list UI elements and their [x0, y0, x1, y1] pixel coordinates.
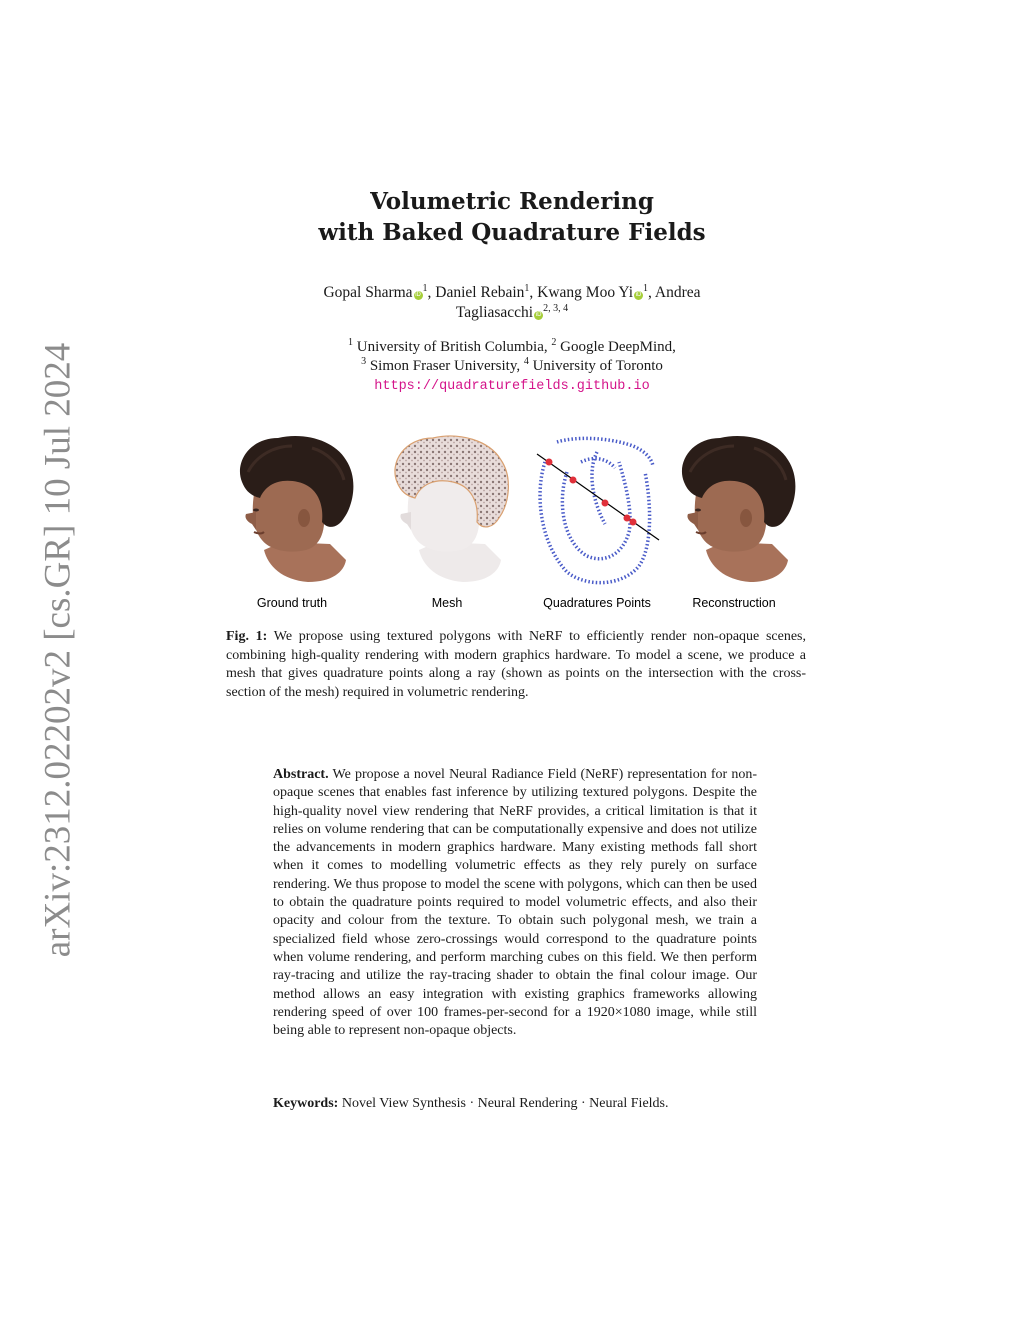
author-list — [0, 283, 1024, 323]
keywords-text: Novel View Synthesis · Neural Rendering · Neural Fields. — [338, 1096, 669, 1111]
affiliation: University of British Columbia, — [353, 339, 552, 355]
author-name: , Andrea — [648, 284, 701, 301]
panel-caption: Reconstruction — [692, 596, 776, 610]
portrait-head-icon — [222, 432, 362, 587]
orcid-icon[interactable]: iD — [635, 292, 642, 298]
author-name: , Daniel Rebain — [427, 284, 525, 301]
teaser-figure — [222, 432, 812, 617]
author-affil-mark: 1 — [643, 283, 649, 294]
title-line-2: with Baked Quadrature Fields — [318, 219, 706, 246]
keywords — [273, 1095, 757, 1113]
mesh-head-icon — [377, 432, 517, 587]
figure-panel-reconstruction — [664, 432, 804, 610]
point-cloud-cross-section-icon — [527, 432, 667, 587]
title-line-1: Volumetric Rendering — [370, 188, 654, 215]
project-url-link[interactable]: https://quadraturefields.github.io — [374, 379, 650, 394]
portrait-head-icon — [664, 432, 804, 587]
panel-caption: Ground truth — [256, 596, 328, 610]
affiliations — [0, 338, 1024, 396]
author-affil-mark: 1 — [524, 283, 530, 294]
author-name: Tagliasacchi — [455, 304, 534, 321]
figure-panel-mesh — [377, 432, 517, 610]
affil-mark: 4 — [523, 356, 529, 367]
figure-panel-quadrature-points — [527, 432, 667, 610]
author-affil-mark: 2, 3, 4 — [543, 303, 569, 314]
orcid-icon[interactable]: iD — [415, 292, 421, 298]
affiliation: Google DeepMind, — [556, 339, 676, 355]
affil-mark: 2 — [551, 337, 557, 348]
paper-title — [0, 186, 1024, 248]
panel-caption: Quadratures Points — [543, 596, 651, 610]
author-name: , Kwang Moo Yi — [529, 284, 634, 301]
abstract — [273, 766, 757, 1040]
arxiv-stamp: arXiv:2312.02202v2 [cs.GR] 10 Jul 2024 — [37, 342, 79, 958]
abstract-label: Abstract. — [273, 767, 329, 782]
affil-mark: 3 — [361, 356, 367, 367]
affiliation: Simon Fraser University, — [366, 358, 524, 374]
author-affil-mark: 1 — [422, 283, 428, 294]
figure-caption-text: We propose using textured polygons with NeRF to efficiently render non-opaque scenes, combining high-quality rendering with modern graphics hardware. To model a scene, we produce a mesh that gives quadrature points along a ray (shown as points on the intersection with the cross-section of the mesh) required in volumetric rendering. — [226, 629, 806, 700]
affil-mark: 1 — [348, 337, 354, 348]
affiliation: University of Toronto — [528, 358, 663, 374]
figure-caption — [226, 628, 806, 702]
orcid-icon[interactable]: iD — [535, 312, 542, 318]
author-name: Gopal Sharma — [323, 284, 413, 301]
figure-label: Fig. 1: — [226, 629, 268, 644]
panel-caption: Mesh — [431, 596, 463, 610]
abstract-text: We propose a novel Neural Radiance Field (NeRF) representation for non-opaque scenes that enables fast inference by utilizing textured polygons. Despite the high-quality novel view rendering that NeRF provides, a critical limitation is that it relies on volume rendering that can be computationally expensive and does not utilize the advancements in modern graphics hardware. Many existing methods fall short when it comes to modelling volumetric effects as they rely purely on surface rendering. We thus propose to model the scene with polygons, which can then be used to obtain the quadrature points required to model volumetric effects, and also their opacity and colour from the texture. To obtain such polygonal mesh, we train a specialized field whose zero-crossings would correspond to the quadrature points when volume rendering, and perform marching cubes on this field. We then perform ray-tracing and utilize the ray-tracing shader to obtain the final colour image. Our method allows an easy integration with existing graphics frameworks allowing rendering speed of over 100 frames-per-second for a 1920×1080 image, while still being able to represent non-opaque objects. — [273, 767, 757, 1039]
keywords-label: Keywords: — [273, 1096, 339, 1111]
figure-panel-ground-truth — [222, 432, 362, 610]
